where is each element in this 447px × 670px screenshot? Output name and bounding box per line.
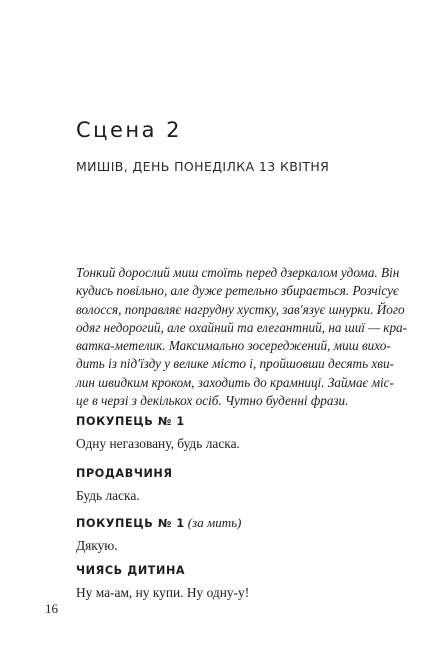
- stage-direction-line: це в черзі з декількох осіб. Чутно буденні фрази.: [76, 393, 349, 409]
- stage-directions: [76, 264, 408, 410]
- speaker-name: [76, 414, 376, 429]
- speaker-label: ЧИЯСЬ ДИТИНА: [76, 564, 186, 577]
- page-number: 16: [45, 601, 58, 616]
- dialogue-block: [76, 515, 376, 555]
- stage-direction-line: лин швидким кроком, заходить до крамниці. Займає міс-: [76, 374, 394, 390]
- scene-title: Сцена 2: [76, 118, 183, 142]
- stage-direction-line: Тонкий дорослий миш стоїть перед дзеркалом удома. Він: [76, 265, 400, 280]
- stage-remark: (за мить): [187, 515, 242, 530]
- dialogue-block: [76, 414, 376, 453]
- dialogue-line: Дякую.: [76, 538, 118, 553]
- dialogue-line: Одну негазовану, будь ласка.: [76, 436, 240, 451]
- speaker-name: [76, 515, 376, 531]
- stage-direction-line: кудись повільно, але дуже ретельно збирається. Розчісує: [76, 283, 399, 299]
- stage-direction-line: дить із під'їзду у велике місто і, пройшовши десять хви-: [76, 356, 394, 372]
- speaker-name: [76, 466, 376, 481]
- scene-subtitle: МИШІВ, ДЕНЬ ПОНЕДІЛКА 13 КВІТНЯ: [76, 159, 330, 174]
- dialogue-block: [76, 563, 376, 602]
- stage-direction-line: одяг недорогий, але охайний та елегантний, на шиї — кра-: [76, 319, 408, 335]
- dialogue-line: Ну ма-ам, ну купи. Ну одну-у!: [76, 585, 250, 600]
- speaker-label: ПОКУПЕЦЬ № 1: [76, 415, 185, 428]
- speaker-name: [76, 563, 376, 578]
- stage-direction-line: волосся, поправляє нагрудну хустку, зав'язує шнурки. Його: [76, 301, 405, 317]
- speaker-label: ПРОДАВЧИНЯ: [76, 467, 173, 480]
- speaker-label: ПОКУПЕЦЬ № 1: [76, 517, 185, 530]
- dialogue-block: [76, 466, 376, 505]
- stage-direction-line: ватка-метелик. Максимально зосереджений, миш вихо-: [76, 338, 391, 354]
- dialogue-line: Будь ласка.: [76, 488, 140, 503]
